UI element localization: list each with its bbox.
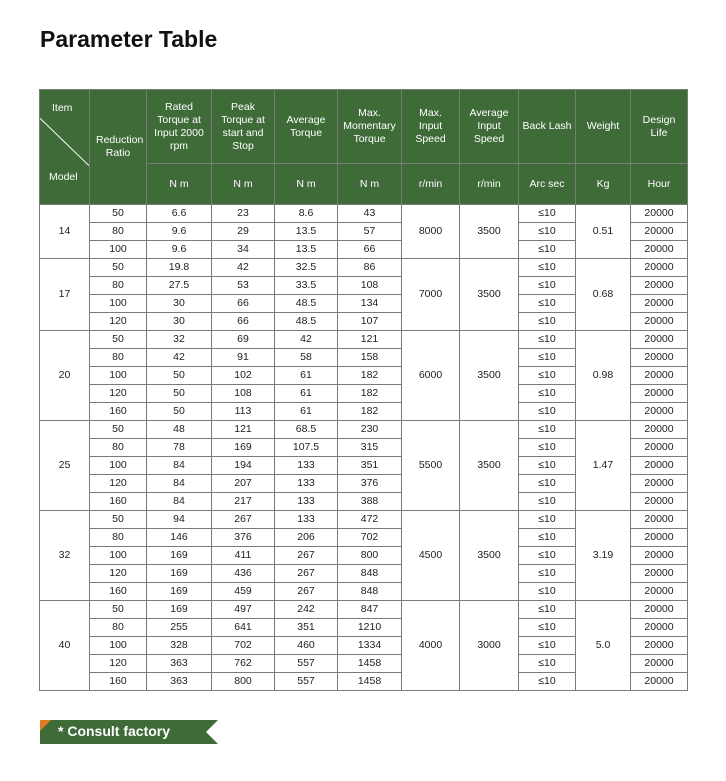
design-life-cell: 20000 — [631, 331, 688, 349]
design-life-cell: 20000 — [631, 673, 688, 691]
max-momentary-cell: 848 — [338, 583, 402, 601]
design-life-cell: 20000 — [631, 511, 688, 529]
average-cell: 32.5 — [275, 259, 338, 277]
average-cell: 61 — [275, 367, 338, 385]
rated-cell: 48 — [147, 421, 212, 439]
ratio-cell: 80 — [90, 439, 147, 457]
max-momentary-cell: 472 — [338, 511, 402, 529]
back-lash-cell: ≤10 — [519, 655, 576, 673]
design-life-cell: 20000 — [631, 493, 688, 511]
peak-cell: 108 — [212, 385, 275, 403]
max-momentary-cell: 182 — [338, 367, 402, 385]
design-life-cell: 20000 — [631, 385, 688, 403]
weight-cell: 0.68 — [576, 259, 631, 331]
ratio-cell: 160 — [90, 493, 147, 511]
back-lash-cell: ≤10 — [519, 673, 576, 691]
peak-cell: 411 — [212, 547, 275, 565]
header-item-model-corner — [40, 90, 90, 205]
table-row — [40, 601, 688, 619]
max-momentary-cell: 230 — [338, 421, 402, 439]
header-peak-torque: Peak Torque at start and Stop — [212, 90, 275, 164]
max-momentary-cell: 182 — [338, 385, 402, 403]
max-momentary-cell: 351 — [338, 457, 402, 475]
average-cell: 48.5 — [275, 295, 338, 313]
design-life-cell: 20000 — [631, 421, 688, 439]
ratio-cell: 100 — [90, 367, 147, 385]
design-life-cell: 20000 — [631, 637, 688, 655]
consult-factory-note: * Consult factory — [58, 723, 171, 739]
average-cell: 267 — [275, 547, 338, 565]
back-lash-cell: ≤10 — [519, 493, 576, 511]
ratio-cell: 80 — [90, 529, 147, 547]
unit-rated-torque: N m — [147, 164, 212, 205]
header-max-momentary-torque: Max. Momentary Torque — [338, 90, 402, 164]
average-input-speed-cell: 3500 — [460, 511, 519, 601]
max-momentary-cell: 86 — [338, 259, 402, 277]
peak-cell: 66 — [212, 313, 275, 331]
table-body — [40, 205, 688, 691]
page-title: Parameter Table — [40, 26, 218, 52]
max-momentary-cell: 107 — [338, 313, 402, 331]
unit-max-input-speed: r/min — [402, 164, 460, 205]
design-life-cell: 20000 — [631, 547, 688, 565]
design-life-cell: 20000 — [631, 367, 688, 385]
rated-cell: 94 — [147, 511, 212, 529]
header-model: Model — [49, 171, 78, 183]
ratio-cell: 80 — [90, 619, 147, 637]
average-cell: 33.5 — [275, 277, 338, 295]
average-cell: 68.5 — [275, 421, 338, 439]
max-input-speed-cell: 7000 — [402, 259, 460, 331]
rated-cell: 6.6 — [147, 205, 212, 223]
max-input-speed-cell: 8000 — [402, 205, 460, 259]
back-lash-cell: ≤10 — [519, 475, 576, 493]
average-cell: 133 — [275, 511, 338, 529]
peak-cell: 113 — [212, 403, 275, 421]
design-life-cell: 20000 — [631, 277, 688, 295]
back-lash-cell: ≤10 — [519, 295, 576, 313]
peak-cell: 436 — [212, 565, 275, 583]
average-cell: 267 — [275, 583, 338, 601]
max-momentary-cell: 1458 — [338, 655, 402, 673]
rated-cell: 255 — [147, 619, 212, 637]
ratio-cell: 120 — [90, 475, 147, 493]
ratio-cell: 80 — [90, 277, 147, 295]
weight-cell: 3.19 — [576, 511, 631, 601]
average-cell: 351 — [275, 619, 338, 637]
back-lash-cell: ≤10 — [519, 241, 576, 259]
max-input-speed-cell: 4000 — [402, 601, 460, 691]
peak-cell: 29 — [212, 223, 275, 241]
peak-cell: 194 — [212, 457, 275, 475]
design-life-cell: 20000 — [631, 583, 688, 601]
max-momentary-cell: 134 — [338, 295, 402, 313]
table-row — [40, 511, 688, 529]
average-cell: 133 — [275, 475, 338, 493]
max-momentary-cell: 43 — [338, 205, 402, 223]
max-momentary-cell: 1458 — [338, 673, 402, 691]
peak-cell: 762 — [212, 655, 275, 673]
average-cell: 133 — [275, 493, 338, 511]
back-lash-cell: ≤10 — [519, 313, 576, 331]
design-life-cell: 20000 — [631, 601, 688, 619]
ratio-cell: 80 — [90, 349, 147, 367]
back-lash-cell: ≤10 — [519, 367, 576, 385]
back-lash-cell: ≤10 — [519, 619, 576, 637]
ratio-cell: 120 — [90, 565, 147, 583]
peak-cell: 91 — [212, 349, 275, 367]
header-average-torque: Average Torque — [275, 90, 338, 164]
model-cell: 32 — [40, 511, 90, 601]
back-lash-cell: ≤10 — [519, 439, 576, 457]
rated-cell: 363 — [147, 673, 212, 691]
design-life-cell: 20000 — [631, 529, 688, 547]
design-life-cell: 20000 — [631, 313, 688, 331]
rated-cell: 169 — [147, 583, 212, 601]
average-cell: 557 — [275, 673, 338, 691]
max-input-speed-cell: 4500 — [402, 511, 460, 601]
peak-cell: 169 — [212, 439, 275, 457]
header-reduction-ratio: Reduction Ratio — [90, 90, 147, 205]
consult-factory-banner — [40, 720, 218, 744]
peak-cell: 702 — [212, 637, 275, 655]
average-cell: 61 — [275, 403, 338, 421]
average-input-speed-cell: 3500 — [460, 205, 519, 259]
ratio-cell: 100 — [90, 295, 147, 313]
ratio-cell: 80 — [90, 223, 147, 241]
rated-cell: 32 — [147, 331, 212, 349]
back-lash-cell: ≤10 — [519, 583, 576, 601]
header-average-input-speed: Average Input Speed — [460, 90, 519, 164]
back-lash-cell: ≤10 — [519, 205, 576, 223]
average-cell: 61 — [275, 385, 338, 403]
back-lash-cell: ≤10 — [519, 457, 576, 475]
rated-cell: 146 — [147, 529, 212, 547]
ratio-cell: 50 — [90, 331, 147, 349]
unit-weight: Kg — [576, 164, 631, 205]
average-cell: 48.5 — [275, 313, 338, 331]
average-cell: 557 — [275, 655, 338, 673]
average-input-speed-cell: 3000 — [460, 601, 519, 691]
design-life-cell: 20000 — [631, 439, 688, 457]
ratio-cell: 50 — [90, 205, 147, 223]
average-input-speed-cell: 3500 — [460, 421, 519, 511]
peak-cell: 34 — [212, 241, 275, 259]
max-momentary-cell: 702 — [338, 529, 402, 547]
max-momentary-cell: 108 — [338, 277, 402, 295]
peak-cell: 641 — [212, 619, 275, 637]
average-cell: 107.5 — [275, 439, 338, 457]
design-life-cell: 20000 — [631, 565, 688, 583]
back-lash-cell: ≤10 — [519, 511, 576, 529]
rated-cell: 84 — [147, 457, 212, 475]
rated-cell: 169 — [147, 565, 212, 583]
average-cell: 13.5 — [275, 241, 338, 259]
rated-cell: 9.6 — [147, 241, 212, 259]
unit-design-life: Hour — [631, 164, 688, 205]
back-lash-cell: ≤10 — [519, 385, 576, 403]
rated-cell: 30 — [147, 313, 212, 331]
average-cell: 242 — [275, 601, 338, 619]
unit-back-lash: Arc sec — [519, 164, 576, 205]
unit-average-input-speed: r/min — [460, 164, 519, 205]
average-cell: 133 — [275, 457, 338, 475]
ratio-cell: 50 — [90, 259, 147, 277]
ratio-cell: 100 — [90, 457, 147, 475]
average-cell: 8.6 — [275, 205, 338, 223]
back-lash-cell: ≤10 — [519, 637, 576, 655]
back-lash-cell: ≤10 — [519, 565, 576, 583]
rated-cell: 78 — [147, 439, 212, 457]
max-momentary-cell: 800 — [338, 547, 402, 565]
rated-cell: 19.8 — [147, 259, 212, 277]
peak-cell: 121 — [212, 421, 275, 439]
rated-cell: 50 — [147, 385, 212, 403]
rated-cell: 84 — [147, 493, 212, 511]
average-input-speed-cell: 3500 — [460, 331, 519, 421]
model-cell: 14 — [40, 205, 90, 259]
model-cell: 17 — [40, 259, 90, 331]
max-momentary-cell: 847 — [338, 601, 402, 619]
design-life-cell: 20000 — [631, 259, 688, 277]
back-lash-cell: ≤10 — [519, 601, 576, 619]
table-row — [40, 259, 688, 277]
weight-cell: 1.47 — [576, 421, 631, 511]
peak-cell: 102 — [212, 367, 275, 385]
average-cell: 58 — [275, 349, 338, 367]
parameter-table — [39, 89, 688, 691]
header-rated-torque: Rated Torque at Input 2000 rpm — [147, 90, 212, 164]
ratio-cell: 100 — [90, 241, 147, 259]
model-cell: 20 — [40, 331, 90, 421]
back-lash-cell: ≤10 — [519, 403, 576, 421]
back-lash-cell: ≤10 — [519, 259, 576, 277]
back-lash-cell: ≤10 — [519, 529, 576, 547]
ratio-cell: 120 — [90, 385, 147, 403]
design-life-cell: 20000 — [631, 475, 688, 493]
weight-cell: 5.0 — [576, 601, 631, 691]
table-row — [40, 331, 688, 349]
average-input-speed-cell: 3500 — [460, 259, 519, 331]
max-momentary-cell: 315 — [338, 439, 402, 457]
rated-cell: 50 — [147, 403, 212, 421]
rated-cell: 84 — [147, 475, 212, 493]
header-max-input-speed: Max. Input Speed — [402, 90, 460, 164]
max-momentary-cell: 57 — [338, 223, 402, 241]
peak-cell: 66 — [212, 295, 275, 313]
unit-peak-torque: N m — [212, 164, 275, 205]
weight-cell: 0.98 — [576, 331, 631, 421]
model-cell: 40 — [40, 601, 90, 691]
ratio-cell: 50 — [90, 421, 147, 439]
peak-cell: 376 — [212, 529, 275, 547]
average-cell: 460 — [275, 637, 338, 655]
max-momentary-cell: 66 — [338, 241, 402, 259]
unit-average-torque: N m — [275, 164, 338, 205]
average-cell: 267 — [275, 565, 338, 583]
max-momentary-cell: 376 — [338, 475, 402, 493]
max-momentary-cell: 388 — [338, 493, 402, 511]
peak-cell: 800 — [212, 673, 275, 691]
peak-cell: 267 — [212, 511, 275, 529]
rated-cell: 169 — [147, 601, 212, 619]
peak-cell: 459 — [212, 583, 275, 601]
rated-cell: 328 — [147, 637, 212, 655]
ratio-cell: 100 — [90, 547, 147, 565]
average-cell: 13.5 — [275, 223, 338, 241]
max-input-speed-cell: 5500 — [402, 421, 460, 511]
rated-cell: 169 — [147, 547, 212, 565]
rated-cell: 50 — [147, 367, 212, 385]
back-lash-cell: ≤10 — [519, 331, 576, 349]
design-life-cell: 20000 — [631, 457, 688, 475]
back-lash-cell: ≤10 — [519, 421, 576, 439]
rated-cell: 30 — [147, 295, 212, 313]
peak-cell: 69 — [212, 331, 275, 349]
max-momentary-cell: 1334 — [338, 637, 402, 655]
weight-cell: 0.51 — [576, 205, 631, 259]
back-lash-cell: ≤10 — [519, 547, 576, 565]
ratio-cell: 50 — [90, 601, 147, 619]
ratio-cell: 120 — [90, 313, 147, 331]
ratio-cell: 120 — [90, 655, 147, 673]
peak-cell: 53 — [212, 277, 275, 295]
max-momentary-cell: 1210 — [338, 619, 402, 637]
rated-cell: 363 — [147, 655, 212, 673]
max-momentary-cell: 848 — [338, 565, 402, 583]
table-row — [40, 205, 688, 223]
average-cell: 206 — [275, 529, 338, 547]
peak-cell: 42 — [212, 259, 275, 277]
peak-cell: 497 — [212, 601, 275, 619]
max-input-speed-cell: 6000 — [402, 331, 460, 421]
rated-cell: 27.5 — [147, 277, 212, 295]
unit-max-momentary-torque: N m — [338, 164, 402, 205]
ratio-cell: 160 — [90, 403, 147, 421]
ratio-cell: 160 — [90, 583, 147, 601]
design-life-cell: 20000 — [631, 619, 688, 637]
ratio-cell: 50 — [90, 511, 147, 529]
model-cell: 25 — [40, 421, 90, 511]
design-life-cell: 20000 — [631, 241, 688, 259]
back-lash-cell: ≤10 — [519, 223, 576, 241]
average-cell: 42 — [275, 331, 338, 349]
back-lash-cell: ≤10 — [519, 277, 576, 295]
header-item: Item — [52, 102, 73, 114]
design-life-cell: 20000 — [631, 223, 688, 241]
design-life-cell: 20000 — [631, 403, 688, 421]
rated-cell: 9.6 — [147, 223, 212, 241]
design-life-cell: 20000 — [631, 655, 688, 673]
table-row — [40, 421, 688, 439]
header-back-lash: Back Lash — [519, 90, 576, 164]
max-momentary-cell: 158 — [338, 349, 402, 367]
peak-cell: 23 — [212, 205, 275, 223]
ratio-cell: 100 — [90, 637, 147, 655]
design-life-cell: 20000 — [631, 349, 688, 367]
max-momentary-cell: 121 — [338, 331, 402, 349]
max-momentary-cell: 182 — [338, 403, 402, 421]
peak-cell: 217 — [212, 493, 275, 511]
rated-cell: 42 — [147, 349, 212, 367]
peak-cell: 207 — [212, 475, 275, 493]
design-life-cell: 20000 — [631, 295, 688, 313]
header-weight: Weight — [576, 90, 631, 164]
back-lash-cell: ≤10 — [519, 349, 576, 367]
design-life-cell: 20000 — [631, 205, 688, 223]
header-design-life: Design Life — [631, 90, 688, 164]
ratio-cell: 160 — [90, 673, 147, 691]
